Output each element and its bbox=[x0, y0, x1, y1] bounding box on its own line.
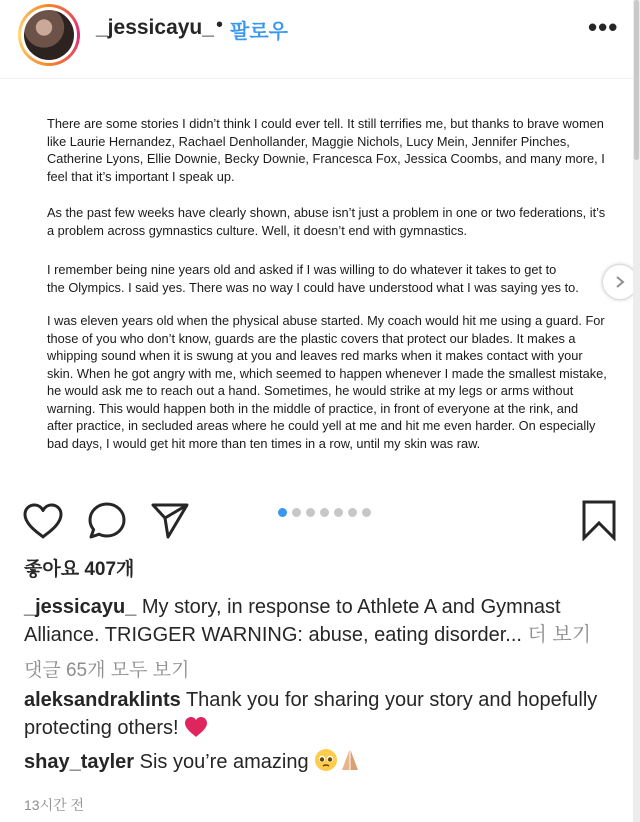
scrollbar[interactable] bbox=[633, 0, 640, 822]
chevron-right-icon bbox=[613, 275, 627, 289]
carousel-dot bbox=[320, 508, 329, 517]
caption-text: My story, in response to Athlete A and Gymnast Alliance. TRIGGER WARNING: abuse, eating disorder... bbox=[24, 596, 561, 646]
more-options-button[interactable]: ••• bbox=[588, 12, 619, 42]
carousel-next-button[interactable] bbox=[603, 265, 637, 299]
post-paragraph-3-line-1: I remember being nine years old and asked if I was willing to do whatever it takes to get to bbox=[47, 262, 557, 277]
comment-username[interactable]: shay_tayler bbox=[24, 751, 135, 773]
story-ring[interactable] bbox=[18, 4, 80, 66]
carousel-indicator bbox=[278, 508, 371, 517]
comment-text: Thank you for sharing your story and hopefully protecting others! bbox=[24, 689, 598, 739]
comment-item bbox=[24, 686, 624, 742]
heart-icon[interactable] bbox=[22, 502, 64, 540]
carousel-dot bbox=[348, 508, 357, 517]
comment-text: Sis you’re amazing bbox=[134, 751, 315, 773]
follow-button[interactable]: 팔로우 bbox=[230, 21, 288, 43]
action-bar bbox=[0, 492, 633, 548]
likes-count[interactable]: 좋아요 407개 bbox=[24, 559, 135, 580]
post-paragraph-3-line-2: the Olympics. I said yes. There was no way I could have understood what I was saying yes to. bbox=[47, 279, 579, 295]
caption-username[interactable]: _jessicayu_ bbox=[24, 596, 137, 618]
comment-icon[interactable] bbox=[86, 500, 128, 542]
carousel-dot bbox=[306, 508, 315, 517]
carousel-dot bbox=[334, 508, 343, 517]
pleading-face-icon bbox=[314, 748, 338, 772]
post-paragraph-1: There are some stories I didn’t think I could ever tell. It still terrifies me, but thanks to brave women like Laurie Hernandez, Rachael Denhollander, Maggie Nichols, Lucy Mein, Jennifer Pinches, Catherine Lyons, Ellie Downie, Becky Downie, Francesca Fox, Jessica Coombs, and many more, I feel that it’s important I speak up. bbox=[47, 116, 605, 184]
header-separator: • bbox=[216, 14, 224, 36]
comment-item bbox=[24, 748, 624, 776]
post-caption bbox=[24, 593, 624, 649]
carousel-dot bbox=[292, 508, 301, 517]
paper-plane-icon[interactable] bbox=[150, 501, 190, 541]
bookmark-icon[interactable] bbox=[581, 499, 617, 541]
post-paragraph-3 bbox=[47, 261, 607, 296]
folded-hands-icon bbox=[338, 748, 362, 772]
avatar[interactable] bbox=[24, 10, 74, 60]
comment-username[interactable]: aleksandraklints bbox=[24, 689, 181, 711]
avatar-frame bbox=[21, 7, 77, 63]
post-timestamp: 13시간 전 bbox=[24, 797, 85, 813]
post-image[interactable] bbox=[0, 79, 633, 489]
post-header bbox=[0, 0, 640, 78]
caption-more-link[interactable]: 더 보기 bbox=[521, 624, 592, 646]
post-paragraph-4: I was eleven years old when the physical abuse started. My coach would hit me using a guard. For those of you who don’t know, guards are the plastic covers that protect our blades. It makes a whipping sound when it is swung at you and leaves red marks when it makes contact with your skin. When he got angry with me, which seemed to happen whenever I made the smallest mistake, he would ask me to reach out a hand. Sometimes, he would strike at my legs or arms without warning. This would happen both in the middle of practice, in front of everyone at the rink, and after practice, in secluded areas where he could yell at me and hit me even harder. On especially bad days, I would get hit more than ten times in a row, until my skin was raw. bbox=[47, 313, 607, 451]
post-username[interactable]: _jessicayu_ bbox=[96, 16, 214, 39]
carousel-dot bbox=[278, 508, 287, 517]
red-heart-icon bbox=[184, 716, 208, 738]
carousel-dot bbox=[362, 508, 371, 517]
scrollbar-thumb[interactable] bbox=[634, 0, 639, 160]
view-all-comments-link[interactable]: 댓글 65개 모두 보기 bbox=[24, 660, 190, 681]
post-paragraph-2: As the past few weeks have clearly shown, abuse isn’t just a problem in one or two federations, it’s a problem across gymnastics culture. Well, it doesn’t end with gymnastics. bbox=[47, 205, 606, 238]
